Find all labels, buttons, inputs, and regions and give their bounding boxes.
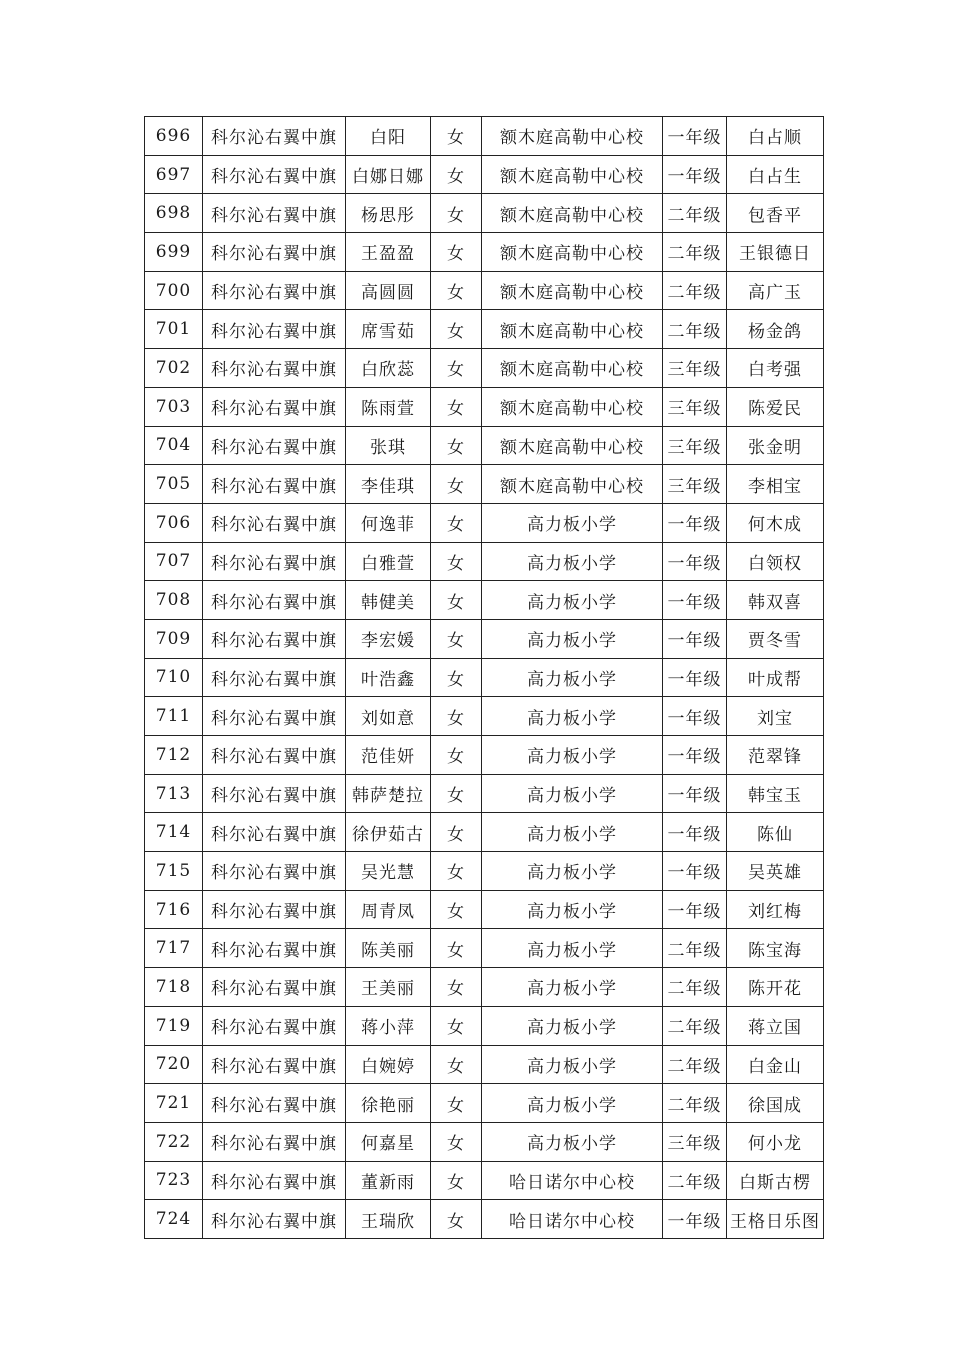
- student-roster-table: [144, 116, 824, 1239]
- grade-cell: 一年级: [663, 852, 727, 891]
- county-cell: 科尔沁右翼中旗: [203, 774, 346, 813]
- student-name-cell: 白娜日娜: [346, 155, 431, 194]
- table-row: [145, 736, 824, 775]
- row-number-cell: 697: [145, 155, 203, 194]
- guardian-cell: 吴英雄: [727, 852, 824, 891]
- county-cell: 科尔沁右翼中旗: [203, 1006, 346, 1045]
- table-row: [145, 233, 824, 272]
- table-row: [145, 194, 824, 233]
- guardian-cell: 陈爱民: [727, 387, 824, 426]
- row-number-cell: 722: [145, 1122, 203, 1161]
- county-cell: 科尔沁右翼中旗: [203, 658, 346, 697]
- gender-cell: 女: [431, 813, 482, 852]
- student-name-cell: 白欣蕊: [346, 349, 431, 388]
- county-cell: 科尔沁右翼中旗: [203, 117, 346, 156]
- guardian-cell: 叶成帮: [727, 658, 824, 697]
- row-number-cell: 719: [145, 1006, 203, 1045]
- school-cell: 高力板小学: [482, 736, 663, 775]
- row-number-cell: 717: [145, 929, 203, 968]
- school-cell: 额木庭高勒中心校: [482, 117, 663, 156]
- row-number-cell: 715: [145, 852, 203, 891]
- row-number-cell: 696: [145, 117, 203, 156]
- school-cell: 高力板小学: [482, 542, 663, 581]
- gender-cell: 女: [431, 774, 482, 813]
- student-name-cell: 王美丽: [346, 968, 431, 1007]
- grade-cell: 一年级: [663, 503, 727, 542]
- student-name-cell: 王瑞欣: [346, 1200, 431, 1239]
- student-name-cell: 何逸菲: [346, 503, 431, 542]
- grade-cell: 二年级: [663, 1045, 727, 1084]
- student-name-cell: 徐伊茹古: [346, 813, 431, 852]
- school-cell: 额木庭高勒中心校: [482, 194, 663, 233]
- county-cell: 科尔沁右翼中旗: [203, 310, 346, 349]
- row-number-cell: 699: [145, 233, 203, 272]
- grade-cell: 二年级: [663, 1006, 727, 1045]
- grade-cell: 一年级: [663, 697, 727, 736]
- grade-cell: 一年级: [663, 581, 727, 620]
- row-number-cell: 704: [145, 426, 203, 465]
- grade-cell: 二年级: [663, 194, 727, 233]
- grade-cell: 一年级: [663, 155, 727, 194]
- guardian-cell: 陈仙: [727, 813, 824, 852]
- student-name-cell: 董新雨: [346, 1161, 431, 1200]
- county-cell: 科尔沁右翼中旗: [203, 581, 346, 620]
- gender-cell: 女: [431, 465, 482, 504]
- county-cell: 科尔沁右翼中旗: [203, 233, 346, 272]
- table-row: [145, 929, 824, 968]
- table-row: [145, 1045, 824, 1084]
- school-cell: 额木庭高勒中心校: [482, 155, 663, 194]
- table-row: [145, 349, 824, 388]
- county-cell: 科尔沁右翼中旗: [203, 1161, 346, 1200]
- county-cell: 科尔沁右翼中旗: [203, 1084, 346, 1123]
- student-name-cell: 白阳: [346, 117, 431, 156]
- table-row: [145, 658, 824, 697]
- table-row: [145, 465, 824, 504]
- student-name-cell: 李宏媛: [346, 619, 431, 658]
- student-name-cell: 韩健美: [346, 581, 431, 620]
- table-row: [145, 852, 824, 891]
- student-name-cell: 陈美丽: [346, 929, 431, 968]
- student-name-cell: 席雪茹: [346, 310, 431, 349]
- grade-cell: 二年级: [663, 929, 727, 968]
- grade-cell: 一年级: [663, 542, 727, 581]
- guardian-cell: 张金明: [727, 426, 824, 465]
- school-cell: 高力板小学: [482, 619, 663, 658]
- gender-cell: 女: [431, 852, 482, 891]
- county-cell: 科尔沁右翼中旗: [203, 387, 346, 426]
- school-cell: 高力板小学: [482, 890, 663, 929]
- table-row: [145, 1084, 824, 1123]
- county-cell: 科尔沁右翼中旗: [203, 1200, 346, 1239]
- grade-cell: 三年级: [663, 426, 727, 465]
- guardian-cell: 李相宝: [727, 465, 824, 504]
- gender-cell: 女: [431, 697, 482, 736]
- student-name-cell: 刘如意: [346, 697, 431, 736]
- student-name-cell: 何嘉星: [346, 1122, 431, 1161]
- guardian-cell: 高广玉: [727, 271, 824, 310]
- gender-cell: 女: [431, 194, 482, 233]
- row-number-cell: 698: [145, 194, 203, 233]
- table-row: [145, 387, 824, 426]
- table-row: [145, 890, 824, 929]
- table-row: [145, 542, 824, 581]
- grade-cell: 二年级: [663, 271, 727, 310]
- grade-cell: 一年级: [663, 890, 727, 929]
- roster-body: [145, 117, 824, 1239]
- school-cell: 高力板小学: [482, 658, 663, 697]
- guardian-cell: 何小龙: [727, 1122, 824, 1161]
- row-number-cell: 705: [145, 465, 203, 504]
- county-cell: 科尔沁右翼中旗: [203, 890, 346, 929]
- gender-cell: 女: [431, 349, 482, 388]
- row-number-cell: 724: [145, 1200, 203, 1239]
- guardian-cell: 杨金鸽: [727, 310, 824, 349]
- school-cell: 高力板小学: [482, 929, 663, 968]
- gender-cell: 女: [431, 271, 482, 310]
- row-number-cell: 710: [145, 658, 203, 697]
- table-row: [145, 117, 824, 156]
- student-name-cell: 蒋小萍: [346, 1006, 431, 1045]
- guardian-cell: 白占顺: [727, 117, 824, 156]
- grade-cell: 三年级: [663, 387, 727, 426]
- table-row: [145, 426, 824, 465]
- school-cell: 额木庭高勒中心校: [482, 310, 663, 349]
- guardian-cell: 刘宝: [727, 697, 824, 736]
- guardian-cell: 陈开花: [727, 968, 824, 1007]
- school-cell: 额木庭高勒中心校: [482, 426, 663, 465]
- guardian-cell: 王银德日: [727, 233, 824, 272]
- county-cell: 科尔沁右翼中旗: [203, 1122, 346, 1161]
- grade-cell: 一年级: [663, 619, 727, 658]
- guardian-cell: 韩双喜: [727, 581, 824, 620]
- grade-cell: 二年级: [663, 1084, 727, 1123]
- school-cell: 额木庭高勒中心校: [482, 387, 663, 426]
- school-cell: 额木庭高勒中心校: [482, 465, 663, 504]
- table-row: [145, 503, 824, 542]
- table-row: [145, 697, 824, 736]
- county-cell: 科尔沁右翼中旗: [203, 736, 346, 775]
- student-name-cell: 周青凤: [346, 890, 431, 929]
- table-row: [145, 1122, 824, 1161]
- student-name-cell: 范佳妍: [346, 736, 431, 775]
- grade-cell: 一年级: [663, 1200, 727, 1239]
- guardian-cell: 王格日乐图: [727, 1200, 824, 1239]
- table-row: [145, 1161, 824, 1200]
- gender-cell: 女: [431, 387, 482, 426]
- guardian-cell: 徐国成: [727, 1084, 824, 1123]
- gender-cell: 女: [431, 1006, 482, 1045]
- county-cell: 科尔沁右翼中旗: [203, 813, 346, 852]
- guardian-cell: 贾冬雪: [727, 619, 824, 658]
- school-cell: 高力板小学: [482, 1045, 663, 1084]
- guardian-cell: 陈宝海: [727, 929, 824, 968]
- gender-cell: 女: [431, 658, 482, 697]
- row-number-cell: 721: [145, 1084, 203, 1123]
- guardian-cell: 白考强: [727, 349, 824, 388]
- grade-cell: 三年级: [663, 1122, 727, 1161]
- table-row: [145, 271, 824, 310]
- table-row: [145, 619, 824, 658]
- row-number-cell: 706: [145, 503, 203, 542]
- student-name-cell: 张琪: [346, 426, 431, 465]
- county-cell: 科尔沁右翼中旗: [203, 697, 346, 736]
- row-number-cell: 720: [145, 1045, 203, 1084]
- grade-cell: 一年级: [663, 658, 727, 697]
- student-name-cell: 王盈盈: [346, 233, 431, 272]
- county-cell: 科尔沁右翼中旗: [203, 503, 346, 542]
- school-cell: 高力板小学: [482, 697, 663, 736]
- gender-cell: 女: [431, 1200, 482, 1239]
- row-number-cell: 716: [145, 890, 203, 929]
- school-cell: 额木庭高勒中心校: [482, 271, 663, 310]
- grade-cell: 二年级: [663, 310, 727, 349]
- guardian-cell: 刘红梅: [727, 890, 824, 929]
- gender-cell: 女: [431, 426, 482, 465]
- grade-cell: 三年级: [663, 465, 727, 504]
- student-name-cell: 徐艳丽: [346, 1084, 431, 1123]
- grade-cell: 一年级: [663, 117, 727, 156]
- county-cell: 科尔沁右翼中旗: [203, 542, 346, 581]
- student-name-cell: 李佳琪: [346, 465, 431, 504]
- grade-cell: 二年级: [663, 1161, 727, 1200]
- guardian-cell: 白斯古楞: [727, 1161, 824, 1200]
- county-cell: 科尔沁右翼中旗: [203, 426, 346, 465]
- gender-cell: 女: [431, 890, 482, 929]
- guardian-cell: 蒋立国: [727, 1006, 824, 1045]
- row-number-cell: 723: [145, 1161, 203, 1200]
- county-cell: 科尔沁右翼中旗: [203, 852, 346, 891]
- student-name-cell: 叶浩鑫: [346, 658, 431, 697]
- school-cell: 高力板小学: [482, 503, 663, 542]
- gender-cell: 女: [431, 581, 482, 620]
- gender-cell: 女: [431, 503, 482, 542]
- table-row: [145, 1200, 824, 1239]
- school-cell: 高力板小学: [482, 852, 663, 891]
- gender-cell: 女: [431, 233, 482, 272]
- row-number-cell: 712: [145, 736, 203, 775]
- county-cell: 科尔沁右翼中旗: [203, 271, 346, 310]
- table-row: [145, 774, 824, 813]
- county-cell: 科尔沁右翼中旗: [203, 155, 346, 194]
- guardian-cell: 范翠锋: [727, 736, 824, 775]
- row-number-cell: 707: [145, 542, 203, 581]
- school-cell: 额木庭高勒中心校: [482, 233, 663, 272]
- school-cell: 额木庭高勒中心校: [482, 349, 663, 388]
- row-number-cell: 714: [145, 813, 203, 852]
- student-name-cell: 吴光慧: [346, 852, 431, 891]
- gender-cell: 女: [431, 542, 482, 581]
- county-cell: 科尔沁右翼中旗: [203, 968, 346, 1007]
- student-name-cell: 高圆圆: [346, 271, 431, 310]
- row-number-cell: 700: [145, 271, 203, 310]
- gender-cell: 女: [431, 736, 482, 775]
- county-cell: 科尔沁右翼中旗: [203, 1045, 346, 1084]
- row-number-cell: 709: [145, 619, 203, 658]
- guardian-cell: 白占生: [727, 155, 824, 194]
- guardian-cell: 白金山: [727, 1045, 824, 1084]
- student-name-cell: 陈雨萱: [346, 387, 431, 426]
- school-cell: 哈日诺尔中心校: [482, 1161, 663, 1200]
- school-cell: 哈日诺尔中心校: [482, 1200, 663, 1239]
- guardian-cell: 白领权: [727, 542, 824, 581]
- gender-cell: 女: [431, 1045, 482, 1084]
- table-row: [145, 155, 824, 194]
- school-cell: 高力板小学: [482, 1122, 663, 1161]
- row-number-cell: 713: [145, 774, 203, 813]
- student-name-cell: 杨思彤: [346, 194, 431, 233]
- school-cell: 高力板小学: [482, 1084, 663, 1123]
- grade-cell: 一年级: [663, 736, 727, 775]
- county-cell: 科尔沁右翼中旗: [203, 465, 346, 504]
- county-cell: 科尔沁右翼中旗: [203, 929, 346, 968]
- table-row: [145, 1006, 824, 1045]
- guardian-cell: 何木成: [727, 503, 824, 542]
- gender-cell: 女: [431, 1084, 482, 1123]
- guardian-cell: 包香平: [727, 194, 824, 233]
- row-number-cell: 701: [145, 310, 203, 349]
- table-row: [145, 310, 824, 349]
- grade-cell: 三年级: [663, 349, 727, 388]
- gender-cell: 女: [431, 1122, 482, 1161]
- school-cell: 高力板小学: [482, 968, 663, 1007]
- grade-cell: 二年级: [663, 968, 727, 1007]
- guardian-cell: 韩宝玉: [727, 774, 824, 813]
- gender-cell: 女: [431, 155, 482, 194]
- student-name-cell: 白婉婷: [346, 1045, 431, 1084]
- grade-cell: 一年级: [663, 813, 727, 852]
- row-number-cell: 708: [145, 581, 203, 620]
- county-cell: 科尔沁右翼中旗: [203, 349, 346, 388]
- grade-cell: 一年级: [663, 774, 727, 813]
- school-cell: 高力板小学: [482, 774, 663, 813]
- table-row: [145, 581, 824, 620]
- gender-cell: 女: [431, 310, 482, 349]
- student-name-cell: 韩萨楚拉: [346, 774, 431, 813]
- school-cell: 高力板小学: [482, 813, 663, 852]
- row-number-cell: 703: [145, 387, 203, 426]
- row-number-cell: 711: [145, 697, 203, 736]
- county-cell: 科尔沁右翼中旗: [203, 194, 346, 233]
- gender-cell: 女: [431, 1161, 482, 1200]
- table-row: [145, 968, 824, 1007]
- gender-cell: 女: [431, 117, 482, 156]
- school-cell: 高力板小学: [482, 1006, 663, 1045]
- row-number-cell: 702: [145, 349, 203, 388]
- school-cell: 高力板小学: [482, 581, 663, 620]
- grade-cell: 二年级: [663, 233, 727, 272]
- gender-cell: 女: [431, 968, 482, 1007]
- table-row: [145, 813, 824, 852]
- gender-cell: 女: [431, 619, 482, 658]
- row-number-cell: 718: [145, 968, 203, 1007]
- county-cell: 科尔沁右翼中旗: [203, 619, 346, 658]
- student-name-cell: 白雅萱: [346, 542, 431, 581]
- gender-cell: 女: [431, 929, 482, 968]
